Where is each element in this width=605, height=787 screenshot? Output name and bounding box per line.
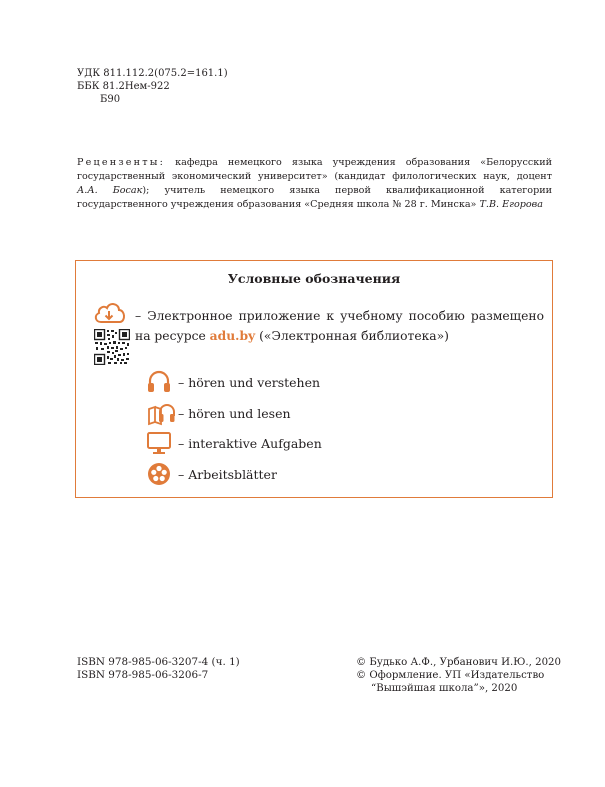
book-headphones-icon <box>146 400 176 426</box>
isbn-line-1: ISBN 978-985-06-3207-4 (ч. 1) <box>77 656 240 668</box>
resource-line-2 <box>135 326 544 346</box>
reviewers-text-2: ); учитель немецкого языка первой квалификационной категории государственного учреждения образования «Средняя школа № 28 г. Минска» <box>77 185 553 210</box>
legend-box <box>75 260 553 498</box>
resource-line-1: – Электронное приложение к учебному пособию размещено <box>135 309 544 323</box>
isbn-block <box>77 656 240 682</box>
resource-prefix: на ресурсе <box>135 329 206 343</box>
monitor-icon <box>146 430 172 456</box>
resource-link[interactable]: adu.by <box>209 328 256 343</box>
qr-code-icon <box>94 329 130 365</box>
bbk-code: ББК 81.2Нем-922 <box>77 81 170 92</box>
legend-item-label: – Arbeitsblätter <box>178 467 277 482</box>
copyright-line-3: “Вышэйшая школа”», 2020 <box>371 683 518 694</box>
legend-item-label: – hören und lesen <box>178 406 291 421</box>
legend-title: Условные обозначения <box>227 271 401 286</box>
legend-item-label: – interaktive Aufgaben <box>178 436 322 451</box>
reviewer-name-2: Т.В. Егорова <box>479 199 543 210</box>
copyright-block <box>356 656 561 695</box>
legend-item-label: – hören und verstehen <box>178 375 321 390</box>
isbn-line-2: ISBN 978-985-06-3206-7 <box>77 669 209 681</box>
udk-code: УДК 811.112.2(075.2=161.1) <box>77 68 228 79</box>
reviewers-text-1: кафедра немецкого языка учреждения образования «Белорусский государственный экономический университет» (кандидат филологических наук, доцент <box>77 157 552 182</box>
bibliographic-codes <box>77 67 228 106</box>
headphones-icon <box>146 369 172 395</box>
resource-suffix: («Электронная библиотека») <box>259 329 449 343</box>
reviewers-paragraph <box>77 156 552 212</box>
flower-badge-icon <box>146 461 172 487</box>
reviewers-label: Рецензенты: <box>77 157 166 168</box>
author-mark: Б90 <box>100 94 121 105</box>
cloud-download-icon <box>93 301 127 325</box>
resource-description <box>135 307 544 346</box>
copyright-line-2: © Оформление. УП «Издательство <box>356 670 545 681</box>
reviewer-name-1: А.А. Босак <box>77 185 143 196</box>
copyright-line-1: © Будько А.Ф., Урбанович И.Ю., 2020 <box>356 657 562 668</box>
